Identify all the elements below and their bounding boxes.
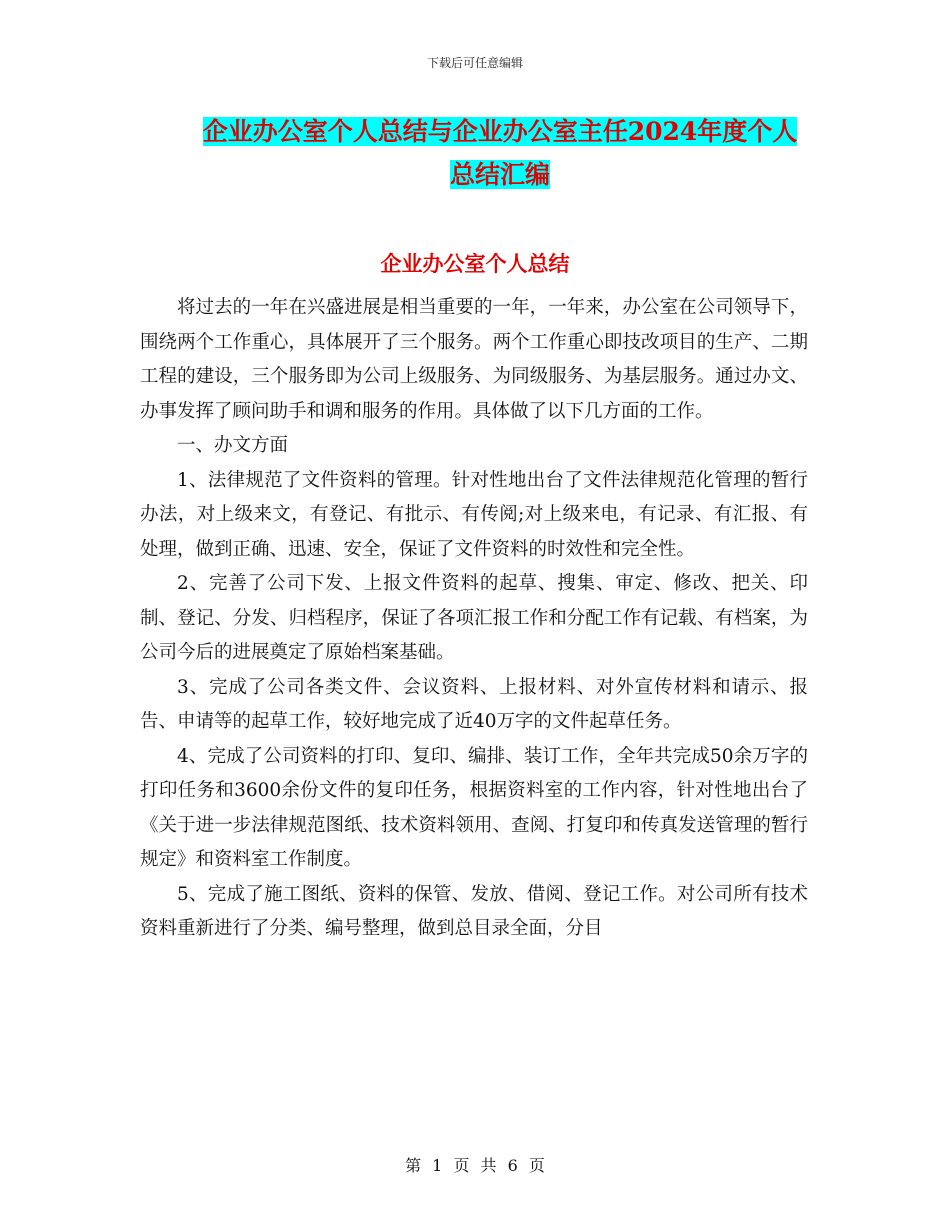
- paragraph-item-1: 1、法律规范了文件资料的管理。针对性地出台了文件法律规范化管理的暂行办法，对上级来文，有登记、有批示、有传阅;对上级来电，有记录、有汇报、有处理，做到正确、迅速、安全，保证了文件资料的时效性和完全性。: [140, 469, 808, 560]
- paragraph-item-5: 5、完成了施工图纸、资料的保管、发放、借阅、登记工作。对公司所有技术资料重新进行了分类、编号整理，做到总目录全面，分目: [140, 883, 808, 939]
- paragraph-heading-office-docs: 一、办文方面: [177, 435, 289, 456]
- document-title-line-2: 总结汇编: [449, 160, 550, 189]
- paragraph-intro: 将过去的一年在兴盛进展是相当重要的一年，一年来，办公室在公司领导下，围绕两个工作重心，具体展开了三个服务。两个工作重心即技改项目的生产、二期工程的建设，三个服务即为公司上级服务、为同级服务、为基层服务。通过办文、办事发挥了顾问助手和调和服务的作用。具体做了以下几方面的工作。: [140, 297, 808, 422]
- paragraph-item-3: 3、完成了公司各类文件、会议资料、上报材料、对外宣传材料和请示、报告、申请等的起草工作，较好地完成了近40万字的文件起草任务。: [140, 676, 808, 732]
- document-body: [140, 291, 808, 947]
- paragraph-item-4: 4、完成了公司资料的打印、复印、编排、装订工作，全年共完成50余万字的打印任务和3600余份文件的复印任务，根据资料室的工作内容，针对性地出台了《关于进一步法律规范图纸、技术资料领用、查阅、打复印和传真发送管理的暂行规定》和资料室工作制度。: [140, 745, 808, 870]
- header-note: 下载后可任意编辑: [426, 56, 523, 70]
- document-title: [140, 110, 860, 196]
- page-number-footer: 第 1 页 共 6 页: [405, 1156, 545, 1175]
- section-title: 企业办公室个人总结: [380, 251, 570, 276]
- document-title-line-1: 企业办公室个人总结与企业办公室主任2024年度个人: [202, 117, 798, 146]
- paragraph-item-2: 2、完善了公司下发、上报文件资料的起草、搜集、审定、修改、把关、印制、登记、分发、归档程序，保证了各项汇报工作和分配工作有记载、有档案，为公司今后的进展奠定了原始档案基础。: [140, 573, 808, 663]
